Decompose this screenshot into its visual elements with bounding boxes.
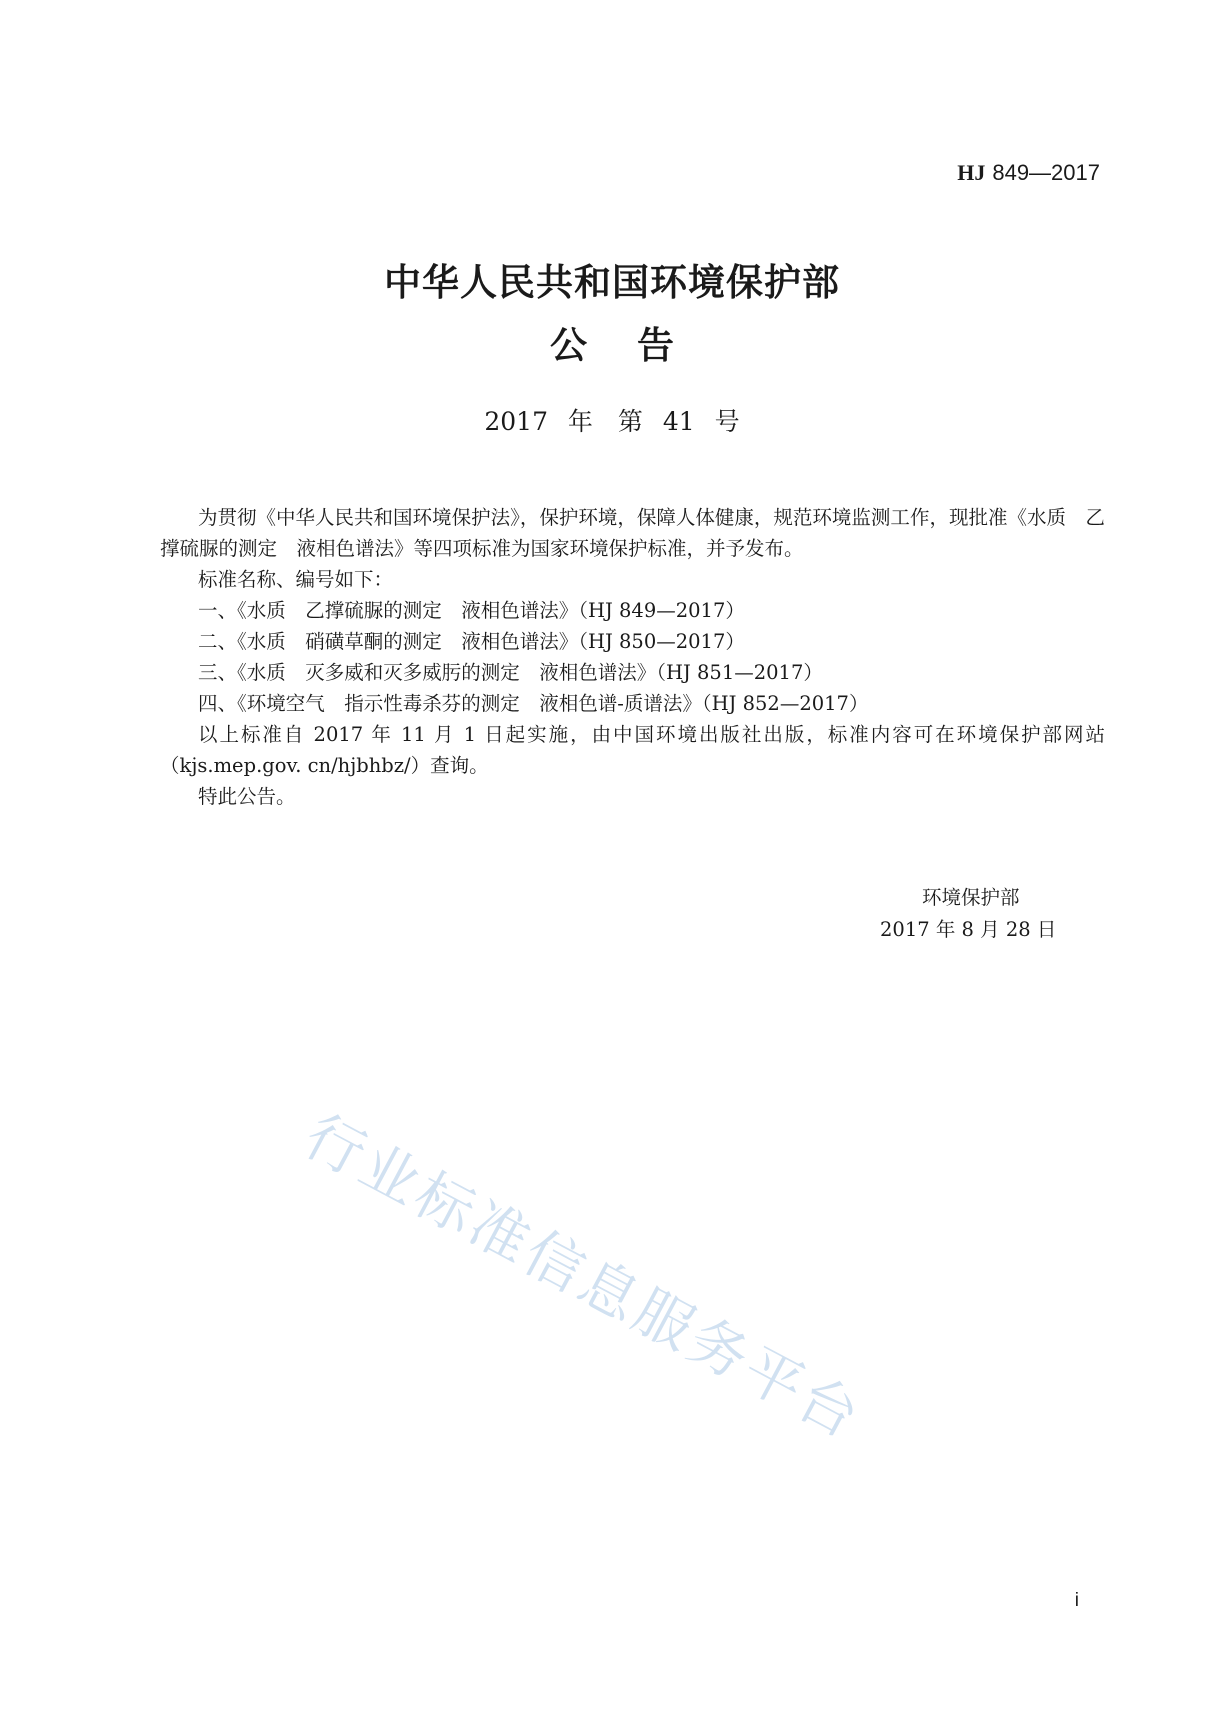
standard-code-prefix: HJ [957, 160, 986, 185]
signature-date: 2017 年 8 月 28 日 [880, 918, 1057, 941]
standard-item: 三、《水质 灭多威和灭多威肟的测定 液相色谱法》（HJ 851—2017） [198, 661, 823, 684]
list-intro: 标准名称、编号如下： [198, 568, 394, 591]
standard-item: 二、《水质 硝磺草酮的测定 液相色谱法》（HJ 850—2017） [198, 630, 745, 653]
notice-number: 2017 年 第 41 号 [484, 407, 740, 436]
notice-title: 公告 [550, 324, 724, 367]
intro-paragraph: 为贯彻《中华人民共和国环境保护法》，保护环境，保障人体健康，规范环境监测工作，现批准《水质 乙撑硫脲的测定 液相色谱法》等四项标准为国家环境保护标准，并予发布。 [160, 506, 1105, 560]
implementation-paragraph: 以上标准自 2017 年 11 月 1 日起实施，由中国环境出版社出版，标准内容可在环境保护部网站（kjs.mep.gov. cn/hjbhbz/）查询。 [160, 723, 1105, 777]
standard-item: 四、《环境空气 指示性毒杀芬的测定 液相色谱-质谱法》（HJ 852—2017） [198, 692, 869, 715]
page-number: i [1074, 1590, 1079, 1611]
standard-code [957, 160, 1100, 186]
closing-paragraph: 特此公告。 [198, 785, 296, 808]
signature-org: 环境保护部 [922, 886, 1020, 909]
signature-block [880, 882, 1090, 946]
announcement-body [160, 502, 1105, 812]
watermark: 行业标准信息服务平台 [293, 1101, 874, 1453]
standard-item: 一、《水质 乙撑硫脲的测定 液相色谱法》（HJ 849—2017） [198, 599, 745, 622]
organization-title: 中华人民共和国环境保护部 [384, 261, 840, 304]
standard-code-number: 849—2017 [992, 160, 1100, 185]
